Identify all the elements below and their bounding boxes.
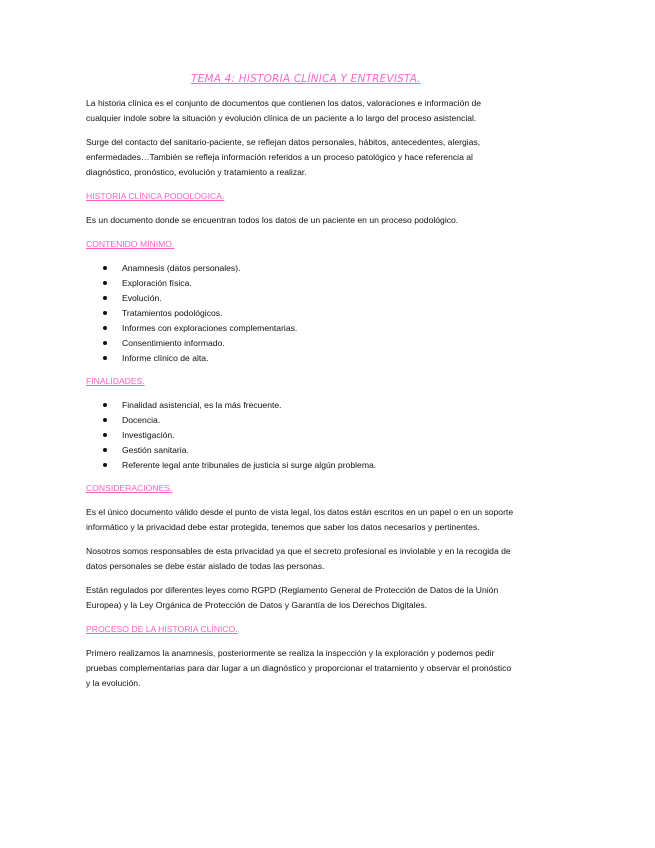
bullet-icon (103, 463, 107, 467)
list-item: Gestión sanitaria. (86, 443, 516, 458)
podologica-paragraph: Es un documento donde se encuentran todos los datos de un paciente en un proceso podológico. (86, 215, 459, 225)
section-heading-consideraciones: CONSIDERACIONES. (86, 483, 173, 493)
list-item: Tratamientos podológicos. (86, 306, 516, 321)
section-heading-contenido: CONTENIDO MÍNIMO. (86, 239, 175, 249)
page-title: TEMA 4: HISTORIA CLÍNICA Y ENTREVISTA. (191, 73, 421, 85)
proceso-paragraph: Primero realizamos la anamnesis, posteriormente se realiza la inspección y la exploración y podemos pedir pruebas complementarias para dar lugar a un diagnóstico y proporcionar el tratamiento y observar el pronóstico y la evolución. (86, 648, 512, 688)
section-heading-proceso: PROCESO DE LA HISTORIA CLÍNICO. (86, 624, 238, 634)
list-item: Finalidad asistencial, es la más frecuente. (86, 398, 516, 413)
bullet-icon (103, 281, 107, 285)
consideraciones-paragraph-2: Nosotros somos responsables de esta privacidad ya que el secreto profesional es inviolable y en la recogida de datos personales se debe estar aislado de todas las personas. (86, 546, 511, 571)
bullet-icon (103, 403, 107, 407)
list-item: Docencia. (86, 413, 516, 428)
bullet-icon (103, 356, 107, 360)
bullet-icon (103, 433, 107, 437)
list-item: Evolución. (86, 291, 516, 306)
list-item: Consentimiento informado. (86, 336, 516, 351)
bullet-icon (103, 296, 107, 300)
list-item: Investigación. (86, 428, 516, 443)
finalidades-list (86, 398, 516, 473)
list-item: Informe clínico de alta. (86, 351, 516, 366)
section-heading-podologica: HISTORIA CLÍNICA PODOLÓGICA. (86, 191, 225, 201)
bullet-icon (103, 341, 107, 345)
consideraciones-paragraph-1: Es el único documento válido desde el punto de vista legal, los datos están escritos en un papel o en un soporte informático y la privacidad debe estar protegida, tenemos que saber los datos necesarios y pertinentes. (86, 507, 514, 532)
list-item: Anamnesis (datos personales). (86, 261, 516, 276)
intro-paragraph-1: La historia clínica es el conjunto de documentos que contienen los datos, valoraciones e información de cualquier índole sobre la situación y evolución clínica de un paciente a lo largo del proceso asistencial. (86, 98, 482, 123)
bullet-icon (103, 311, 107, 315)
bullet-icon (103, 326, 107, 330)
bullet-icon (103, 448, 107, 452)
bullet-icon (103, 266, 107, 270)
list-item: Exploración física. (86, 276, 516, 291)
section-heading-finalidades: FINALIDADES. (86, 376, 145, 386)
bullet-icon (103, 418, 107, 422)
consideraciones-paragraph-3: Están regulados por diferentes leyes como RGPD (Reglamento General de Protección de Datos de la Unión Europea) y la Ley Orgánica de Protección de Datos y Garantía de los Derechos Digitales. (86, 585, 499, 610)
contenido-list (86, 261, 516, 366)
intro-paragraph-2: Surge del contacto del sanitario-paciente, se reflejan datos personales, hábitos, antecedentes, alergias, enfermedades…También se refleja información referidos a un proceso patológico y hace referencia al diagnóstico, pronóstico, evolución y tratamiento a realizar. (86, 137, 481, 177)
document-body (86, 70, 516, 700)
list-item: Informes con exploraciones complementarias. (86, 321, 516, 336)
list-item: Referente legal ante tribunales de justicia si surge algún problema. (86, 458, 516, 473)
